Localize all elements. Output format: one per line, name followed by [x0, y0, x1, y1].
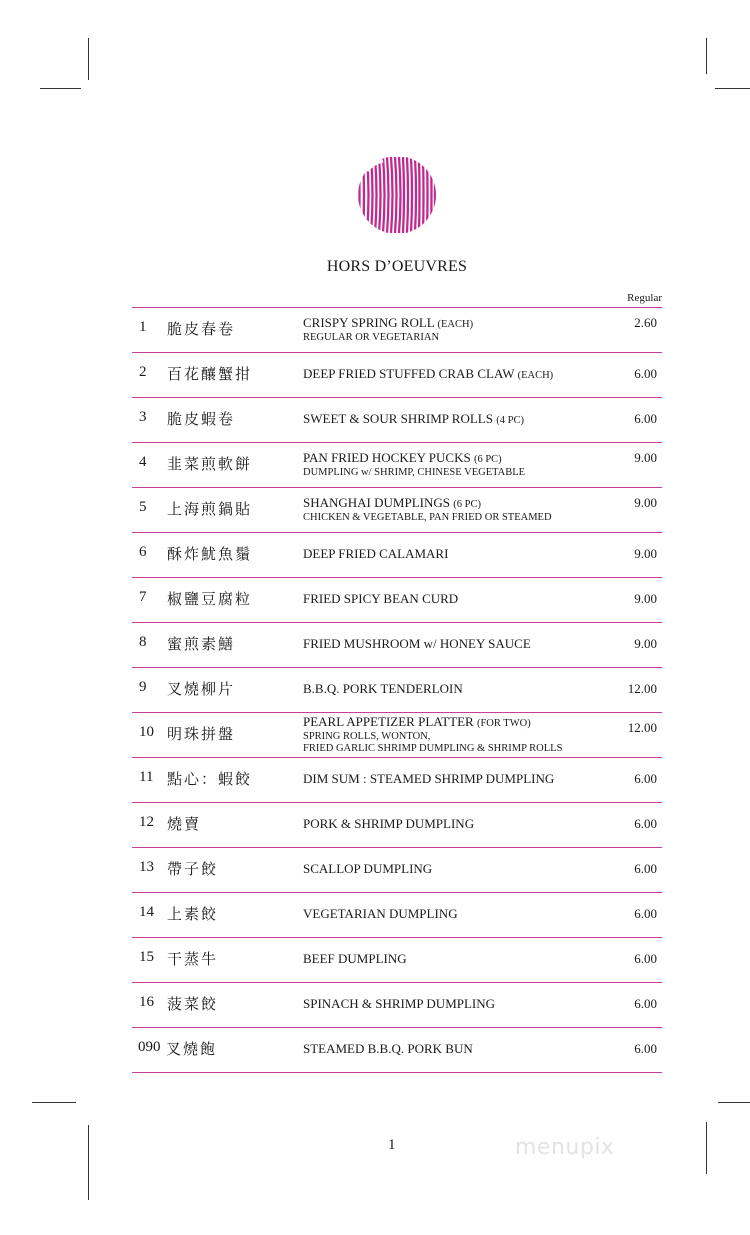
- item-english-name: [303, 366, 592, 383]
- item-price: 6.00: [634, 1041, 657, 1056]
- item-english-name: [303, 816, 592, 831]
- pearl-logo-icon: [357, 155, 437, 235]
- menu-item-row: [132, 397, 662, 442]
- item-name: VEGETARIAN DUMPLING: [303, 906, 458, 921]
- item-name: BEEF DUMPLING: [303, 951, 407, 966]
- item-chinese-name: 叉燒飽: [166, 1040, 218, 1058]
- item-number: 12: [139, 814, 154, 830]
- item-chinese-name: 百花釀蟹拑: [167, 365, 253, 383]
- menu-item-row: [132, 1027, 662, 1073]
- menu-list: [132, 307, 662, 1073]
- item-english-name: [303, 636, 592, 651]
- item-english-name: [303, 714, 592, 731]
- section-title: HORS D’OEUVRES: [326, 258, 468, 275]
- item-name: CRISPY SPRING ROLL: [303, 315, 435, 330]
- item-description: SPRING ROLLS, WONTON,: [303, 731, 431, 742]
- menu-item-row: [132, 352, 662, 397]
- crop-mark: [718, 1102, 750, 1103]
- item-english-name: [303, 591, 592, 606]
- item-price: 9.00: [634, 450, 657, 465]
- item-chinese-name: 菠菜餃: [167, 995, 219, 1013]
- item-chinese-name: 明珠拼盤: [167, 725, 236, 743]
- item-number: 15: [139, 949, 154, 965]
- item-name: SWEET & SOUR SHRIMP ROLLS: [303, 411, 493, 426]
- item-name: SHANGHAI DUMPLINGS: [303, 495, 450, 510]
- item-chinese-name: 上海煎鍋貼: [167, 500, 253, 518]
- item-name: FRIED SPICY BEAN CURD: [303, 591, 459, 606]
- item-note: (EACH): [517, 370, 554, 381]
- item-price: 9.00: [634, 546, 657, 561]
- item-dish: [303, 861, 592, 876]
- item-dish: [303, 816, 592, 831]
- item-note: (EACH): [437, 319, 474, 330]
- item-english-name: [303, 450, 592, 467]
- item-price: 12.00: [627, 720, 657, 735]
- item-price: 9.00: [634, 591, 657, 606]
- item-number: 4: [139, 454, 147, 470]
- item-dish: [303, 636, 592, 651]
- item-price: 6.00: [634, 411, 657, 426]
- item-number: 5: [139, 499, 147, 515]
- menu-item-row: [132, 487, 662, 532]
- menu-item-row: [132, 577, 662, 622]
- menu-item-row: [132, 442, 662, 487]
- crop-mark: [715, 88, 750, 89]
- item-dish: [303, 996, 592, 1011]
- item-dish: [303, 366, 592, 383]
- menu-item-row: [132, 802, 662, 847]
- item-description: CHICKEN & VEGETABLE, PAN FRIED OR STEAMED: [303, 512, 552, 523]
- item-number: 13: [139, 859, 154, 875]
- item-description: FRIED GARLIC SHRIMP DUMPLING & SHRIMP ROLLS: [303, 743, 563, 754]
- item-english-name: [303, 951, 592, 966]
- item-price: 6.00: [634, 996, 657, 1011]
- item-price: 9.00: [634, 636, 657, 651]
- menu-item-row: [132, 667, 662, 712]
- item-name: PEARL APPETIZER PLATTER: [303, 714, 474, 729]
- item-description: DUMPLING w/ SHRIMP, CHINESE VEGETABLE: [303, 467, 526, 478]
- item-price: 2.60: [634, 315, 657, 330]
- item-chinese-name: 干蒸牛: [167, 950, 219, 968]
- crop-mark: [88, 1125, 89, 1200]
- item-note: (6 PC): [453, 499, 481, 510]
- item-dish: [303, 411, 592, 428]
- item-number: 090: [138, 1039, 161, 1055]
- item-price: 6.00: [634, 366, 657, 381]
- menu-item-row: [132, 532, 662, 577]
- item-dish: [303, 951, 592, 966]
- item-name: FRIED MUSHROOM w/ HONEY SAUCE: [303, 636, 531, 651]
- item-name: DEEP FRIED CALAMARI: [303, 546, 449, 561]
- item-name: SCALLOP DUMPLING: [303, 861, 433, 876]
- crop-mark: [40, 88, 81, 89]
- item-name: PORK & SHRIMP DUMPLING: [303, 816, 475, 831]
- item-number: 14: [139, 904, 154, 920]
- item-chinese-name: 叉燒柳片: [167, 680, 236, 698]
- menu-item-row: [132, 982, 662, 1027]
- item-number: 9: [139, 679, 147, 695]
- item-dish: [303, 714, 592, 755]
- item-price: 6.00: [634, 771, 657, 786]
- item-dish: [303, 1041, 592, 1056]
- item-dish: [303, 315, 592, 344]
- price-column-header: Regular: [627, 292, 662, 304]
- item-chinese-name: 脆皮春卷: [167, 320, 236, 338]
- item-english-name: [303, 315, 592, 332]
- item-english-name: [303, 495, 592, 512]
- item-english-name: [303, 546, 592, 561]
- item-dish: [303, 546, 592, 561]
- item-number: 2: [139, 364, 147, 380]
- item-english-name: [303, 681, 592, 696]
- page-number: 1: [388, 1137, 396, 1153]
- item-name: PAN FRIED HOCKEY PUCKS: [303, 450, 471, 465]
- item-dish: [303, 591, 592, 606]
- item-number: 3: [139, 409, 147, 425]
- item-chinese-name: 椒鹽豆腐粒: [167, 590, 253, 608]
- item-chinese-name: 帶子餃: [167, 860, 219, 878]
- item-chinese-name: 酥炸魷魚鬚: [167, 545, 253, 563]
- item-name: STEAMED B.B.Q. PORK BUN: [303, 1041, 473, 1056]
- item-price: 12.00: [627, 681, 657, 696]
- item-chinese-name: 點心：蝦餃: [167, 770, 253, 788]
- crop-mark: [706, 38, 707, 74]
- menu-item-row: [132, 712, 662, 757]
- item-number: 7: [139, 589, 147, 605]
- item-price: 6.00: [634, 816, 657, 831]
- menu-item-row: [132, 937, 662, 982]
- item-price: 9.00: [634, 495, 657, 510]
- menu-item-row: [132, 622, 662, 667]
- item-english-name: [303, 771, 592, 786]
- menu-item-row: [132, 847, 662, 892]
- item-number: 6: [139, 544, 147, 560]
- item-note: (FOR TWO): [476, 718, 531, 729]
- item-chinese-name: 脆皮蝦卷: [167, 410, 236, 428]
- item-english-name: [303, 411, 592, 428]
- item-name: DEEP FRIED STUFFED CRAB CLAW: [303, 366, 515, 381]
- crop-mark: [706, 1122, 707, 1174]
- item-price: 6.00: [634, 951, 657, 966]
- item-chinese-name: 上素餃: [167, 905, 219, 923]
- item-dish: [303, 906, 592, 921]
- item-number: 10: [139, 724, 154, 740]
- menu-item-row: [132, 892, 662, 937]
- item-number: 1: [139, 319, 147, 335]
- item-note: (4 PC): [496, 415, 524, 426]
- item-number: 16: [139, 994, 154, 1010]
- item-price: 6.00: [634, 861, 657, 876]
- menu-item-row: [132, 757, 662, 802]
- item-name: B.B.Q. PORK TENDERLOIN: [303, 681, 463, 696]
- item-name: DIM SUM : STEAMED SHRIMP DUMPLING: [303, 771, 555, 786]
- item-dish: [303, 771, 592, 786]
- item-chinese-name: 韭菜煎軟餅: [167, 455, 253, 473]
- watermark: menupix: [515, 1135, 615, 1160]
- item-english-name: [303, 906, 592, 921]
- item-description: REGULAR OR VEGETARIAN: [303, 332, 440, 343]
- item-note: (6 PC): [473, 454, 502, 465]
- item-name: SPINACH & SHRIMP DUMPLING: [303, 996, 496, 1011]
- item-dish: [303, 681, 592, 696]
- item-dish: [303, 450, 592, 479]
- item-number: 11: [139, 769, 154, 785]
- item-number: 8: [139, 634, 147, 650]
- item-english-name: [303, 996, 592, 1011]
- item-chinese-name: 蜜煎素鱔: [167, 635, 236, 653]
- crop-mark: [32, 1102, 76, 1103]
- item-chinese-name: 燒賣: [167, 815, 202, 833]
- crop-mark: [88, 38, 89, 80]
- item-english-name: [303, 1041, 592, 1056]
- menu-item-row: [132, 307, 662, 352]
- item-english-name: [303, 861, 592, 876]
- item-dish: [303, 495, 592, 524]
- item-price: 6.00: [634, 906, 657, 921]
